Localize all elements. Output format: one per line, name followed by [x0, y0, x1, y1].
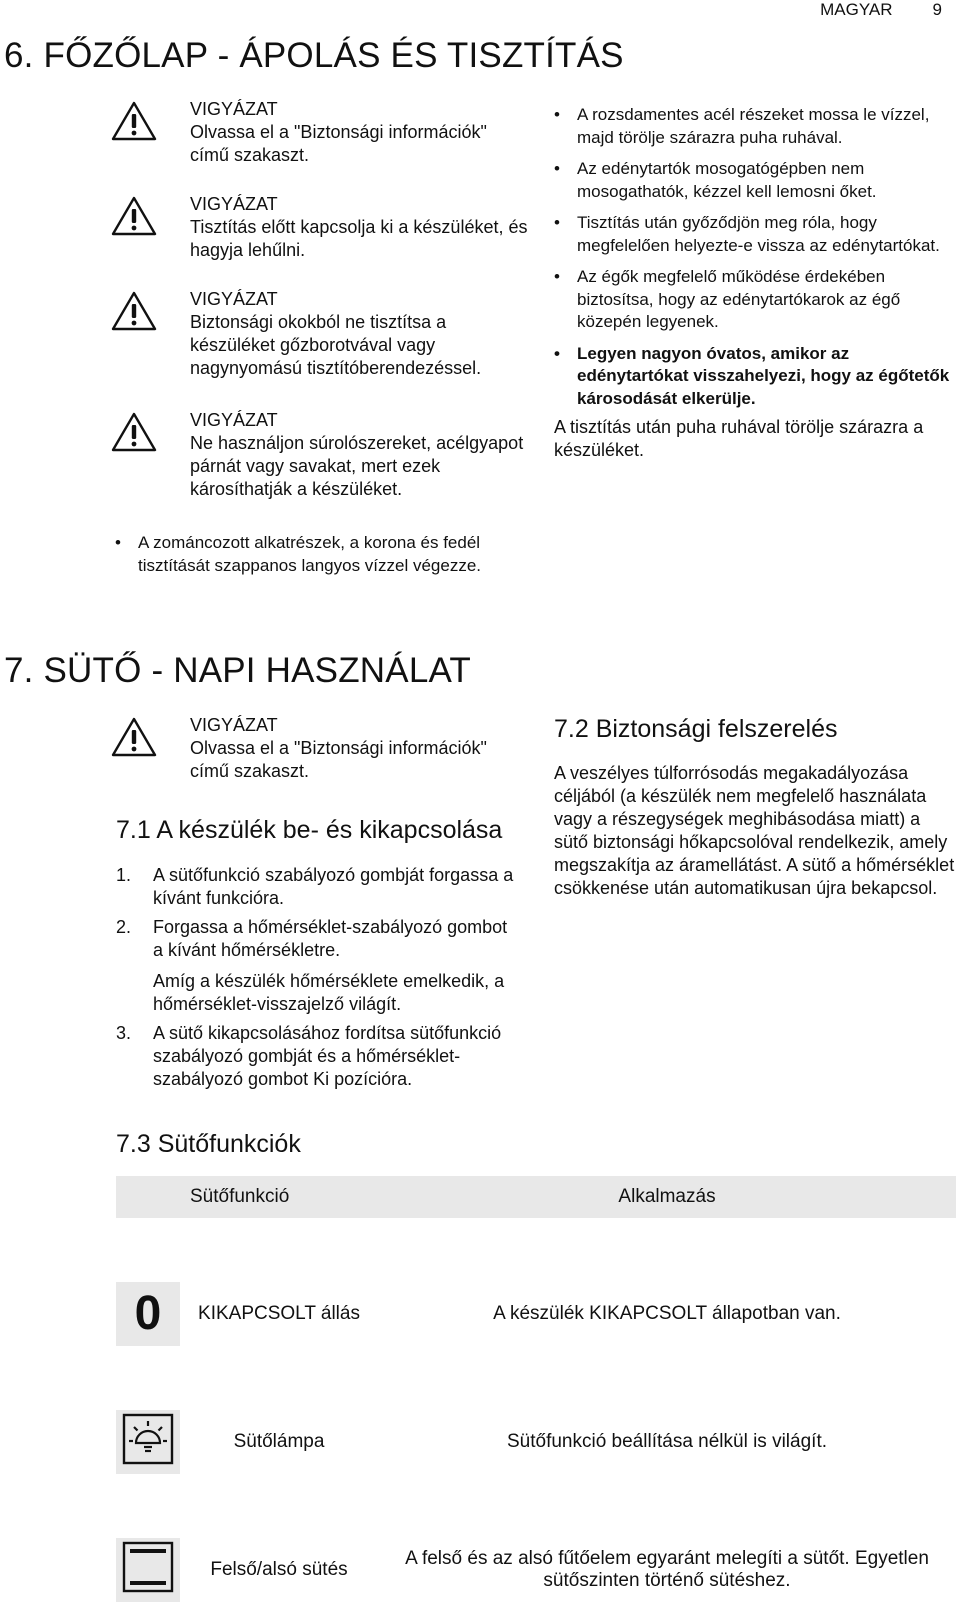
warning-title: VIGYÁZAT [190, 99, 278, 119]
header-function: Sütőfunkció [190, 1186, 290, 1207]
warning-text: Olvassa el a "Biztonsági információk" című szakaszt. [190, 738, 487, 781]
list-item: • Legyen nagyon óvatos, amikor az edénytartókat visszahelyezi, hogy az égőtetők károsodását elkerülje. [554, 343, 954, 411]
page-number: 9 [932, 0, 942, 19]
subsection-7-2-title: 7.2 Biztonsági felszerelés [554, 715, 838, 743]
language-label: MAGYAR [820, 0, 893, 19]
list-item: • Tisztítás után győződjön meg róla, hogy megfelelően helyezte-e vissza az edénytartókat. [554, 212, 954, 257]
function-use: A felső és az alsó fűtőelem egyaránt melegíti a sütőt. Egyetlen sütőszinten történő sütéshez. [405, 1548, 929, 1591]
steps-list [116, 864, 516, 1097]
warning-title: VIGYÁZAT [190, 715, 278, 735]
warning-block [110, 98, 530, 167]
header-icon-cell [116, 1176, 180, 1218]
section-7-title: 7. SÜTŐ - NAPI HASZNÁLAT [4, 651, 472, 690]
warning-triangle-icon [110, 100, 158, 142]
oven-functions-table [116, 1176, 956, 1602]
step-number: 1. [116, 865, 132, 885]
function-name: Sütőlámpa [233, 1431, 325, 1452]
subsection-7-3-title: 7.3 Sütőfunkciók [116, 1130, 301, 1158]
warning-title: VIGYÁZAT [190, 289, 278, 309]
step-note: Amíg a készülék hőmérséklete emelkedik, a hőmérséklet-visszajelző világít. [153, 971, 505, 1014]
subsection-7-1-title: 7.1 A készülék be- és kikapcsolása [116, 816, 503, 844]
header-application: Alkalmazás [618, 1186, 716, 1207]
warning-text: Olvassa el a "Biztonsági információk" című szakaszt. [190, 122, 487, 165]
warning-triangle-icon [110, 411, 158, 453]
table-row [116, 1282, 956, 1346]
step-item [116, 916, 516, 1016]
function-use: A készülék KIKAPCSOLT állapotban van. [493, 1303, 841, 1324]
warning-text: Ne használjon súrolószereket, acélgyapot párnát vagy savakat, mert ezek károsíthatják a készüléket. [190, 433, 524, 499]
step-text: A sütőfunkció szabályozó gombját forgassa a kívánt funkcióra. [153, 865, 514, 908]
page-header [820, 0, 942, 20]
warning-triangle-icon [110, 195, 158, 237]
warning-block [110, 288, 530, 380]
warning-block [110, 714, 530, 783]
function-name: Felső/alsó sütés [210, 1559, 348, 1580]
warning-text: Biztonsági okokból ne tisztítsa a készüléket gőzborotvával vagy nagynyomású tisztítóberendezéssel. [190, 312, 482, 378]
safety-paragraph: A veszélyes túlforrósodás megakadályozása céljából (a készülék nem megfelelő használata vagy a részegységek meghibásodása miatt) a sütő biztonsági hőkapcsolóval rendelkezik, amely megszakítja az áramellátást. A sütő a hőmérséklet csökkenése után automatikusan újra bekapcsol. [554, 763, 955, 898]
step-item [116, 1022, 516, 1091]
section-6-title: 6. FŐZŐLAP - ÁPOLÁS ÉS TISZTÍTÁS [4, 36, 624, 75]
right-bullet-list [554, 104, 954, 419]
left-bullet-list [115, 532, 515, 586]
warning-title: VIGYÁZAT [190, 410, 278, 430]
warning-title: VIGYÁZAT [190, 194, 278, 214]
step-number: 2. [116, 917, 132, 937]
warning-text: Tisztítás előtt kapcsolja ki a készüléket, és hagyja lehűlni. [190, 217, 528, 260]
table-row [116, 1538, 956, 1602]
step-item [116, 864, 516, 910]
function-use: Sütőfunkció beállítása nélkül is világít. [506, 1431, 827, 1452]
list-item: • A zománcozott alkatrészek, a korona és fedél tisztítását szappanos langyos vízzel végezze. [115, 532, 515, 577]
step-number: 3. [116, 1023, 132, 1043]
warning-triangle-icon [110, 716, 158, 758]
oven-lamp-icon [122, 1413, 174, 1465]
list-item: • Az égők megfelelő működése érdekében biztosítsa, hogy az edénytartókarok az égő közepén legyenek. [554, 266, 954, 334]
warning-block [110, 409, 530, 501]
off-position-icon [116, 1282, 180, 1346]
warning-triangle-icon [110, 290, 158, 332]
off-symbol: 0 [134, 1287, 162, 1340]
function-name: KIKAPCSOLT állás [198, 1303, 360, 1324]
warning-block [110, 193, 530, 262]
table-header-row [116, 1176, 956, 1218]
step-text: Forgassa a hőmérséklet-szabályozó gombot a kívánt hőmérsékletre. [153, 917, 508, 960]
list-item: • Az edénytartók mosogatógépben nem mosogathatók, kézzel kell lemosni őket. [554, 158, 954, 203]
closing-paragraph: A tisztítás után puha ruhával törölje szárazra a készüléket. [554, 417, 924, 460]
top-bottom-heat-icon [122, 1541, 174, 1593]
step-text: A sütő kikapcsolásához fordítsa sütőfunkció szabályozó gombját és a hőmérséklet-szabályozó gombot Ki pozícióra. [153, 1023, 502, 1089]
list-item: • A rozsdamentes acél részeket mossa le vízzel, majd törölje szárazra puha ruhával. [554, 104, 954, 149]
